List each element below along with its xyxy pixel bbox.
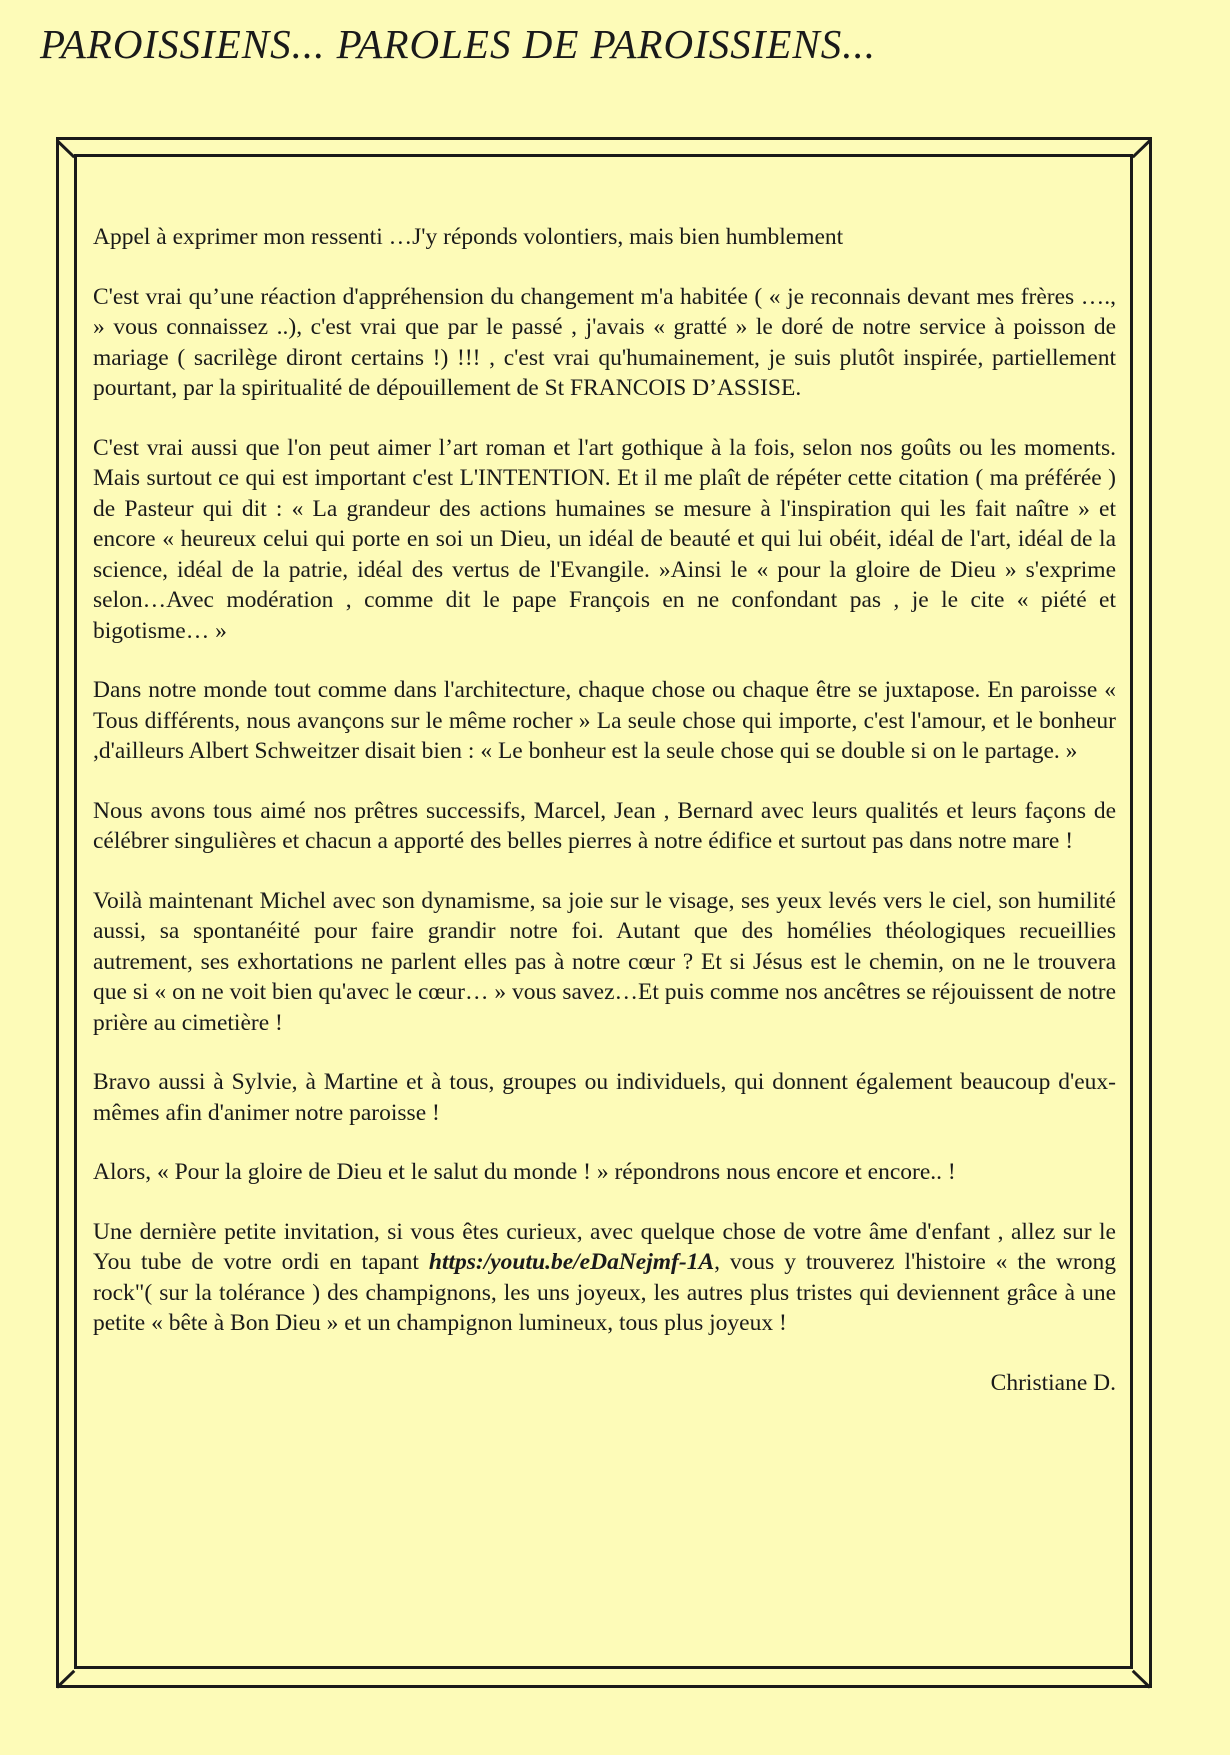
invitation-text-end: , vous y trouverez l'histoire « the wrong rock"( sur la tolérance ) des champignons, les uns joyeux, les autres plus tristes qui deviennent grâce à une petite « bête à Bon Dieu » et un champignon lumineux, tous plus joyeux !: [93, 1249, 1116, 1336]
paragraph-michel: Voilà maintenant Michel avec son dynamisme, sa joie sur le visage, ses yeux levés vers le ciel, son humilité aussi, sa spontanéité pour faire grandir notre foi. Autant que des homélies théologiques recueillies autrement, ses exhortations ne parlent elles pas à notre cœur ? Et si Jésus est le chemin, on ne le trouvera que si « on ne voit bien qu'avec le cœur… » vous savez…Et puis comme nos ancêtres se réjouissent de notre prière au cimetière !: [93, 887, 1116, 1036]
paragraph-bravo: Bravo aussi à Sylvie, à Martine et à tous, groupes ou individuels, qui donnent également beaucoup d'eux-mêmes afin d'animer notre paroisse !: [93, 1069, 1116, 1126]
paragraph-intention: C'est vrai aussi que l'on peut aimer l’art roman et l'art gothique à la fois, selon nos goûts ou les moments. Mais surtout ce qui est important c'est L'INTENTION. Et il me plaît de répéter cette citation ( ma préférée ) de Pasteur qui dit : « La grandeur des actions humaines se mesure à l'inspiration qui les fait naître » et encore « heureux celui qui porte en soi un Dieu, un idéal de beauté et qui lui obéit, idéal de l'art, idéal de la science, idéal de la patrie, idéal des vertus de l'Evangile. »Ainsi le « pour la gloire de Dieu » s'exprime selon…Avec modération , comme dit le pape François en ne confondant pas , je le cite « piété et bigotisme… »: [93, 434, 1116, 644]
youtube-link[interactable]: https:/youtu.be/eDaNejmf-1A: [428, 1249, 715, 1275]
paragraph-gloire: Alors, « Pour la gloire de Dieu et le salut du monde ! » répondrons nous encore et encore.. !: [93, 1159, 956, 1185]
signature: Christiane D.: [990, 1369, 1116, 1396]
paragraph-intro: Appel à exprimer mon ressenti …J'y réponds volontiers, mais bien humblement: [93, 224, 844, 250]
paragraph-invitation: [93, 1217, 1116, 1339]
article-body: [93, 222, 1116, 1427]
page-title: PAROISSIENS... PAROLES DE PAROISSIENS...: [40, 21, 877, 67]
paragraph-world: Dans notre monde tout comme dans l'architecture, chaque chose ou chaque être se juxtapose. En paroisse « Tous différents, nous avançons sur le même rocher » La seule chose qui importe, c'est l'amour, et le bonheur ,d'ailleurs Albert Schweitzer disait bien : « Le bonheur est la seule chose qui se double si on le partage. »: [93, 677, 1116, 764]
paragraph-priests: Nous avons tous aimé nos prêtres successifs, Marcel, Jean , Bernard avec leurs qualités et leurs façons de célébrer singulières et chacun a apporté des belles pierres à notre édifice et surtout pas dans notre mare !: [93, 797, 1116, 854]
paragraph-apprehension: C'est vrai qu’une réaction d'appréhension du changement m'a habitée ( « je reconnais devant mes frères …., » vous connaissez ..), c'est vrai que par le passé , j'avais « gratté » le doré de notre service à poisson de mariage ( sacrilège diront certains !) !!! , c'est vrai qu'humainement, je suis plutôt inspirée, partiellement pourtant, par la spiritualité de dépouillement de St FRANCOIS D’ASSISE.: [93, 283, 1116, 401]
invitation-text-start: Une dernière petite invitation, si vous êtes curieux, avec quelque chose de votre âme d'enfant , allez sur le You tube de votre ordi en tapant: [93, 1218, 1116, 1275]
